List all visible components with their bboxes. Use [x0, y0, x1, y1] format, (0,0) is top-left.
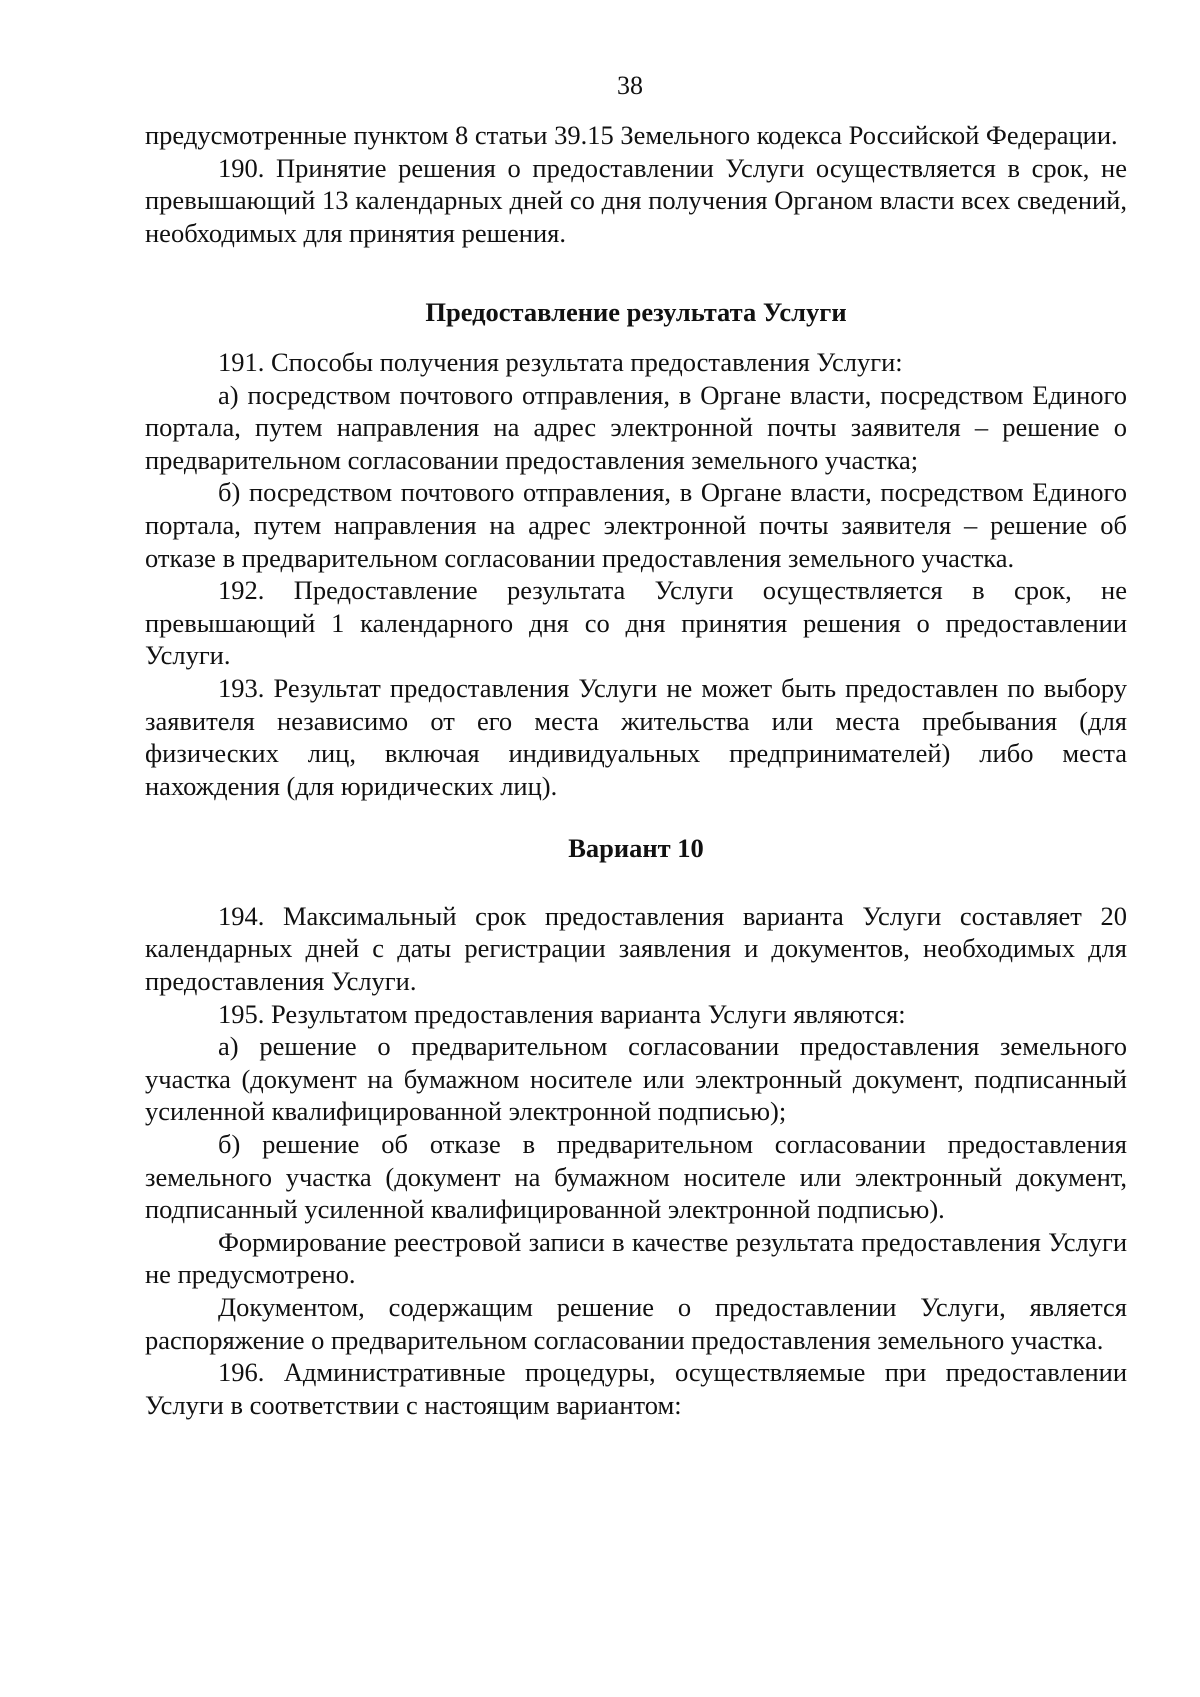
- paragraph-191-b: б) посредством почтового отправления, в Органе власти, посредством Единого портала, путем направления на адрес электронной почты заявителя – решение об отказе в предварительном согласовании предоставления земельного участка.: [145, 477, 1127, 573]
- document-body: [145, 119, 1127, 1421]
- page-number: 38: [617, 71, 643, 100]
- paragraph-194: 194. Максимальный срок предоставления варианта Услуги составляет 20 календарных дней с даты регистрации заявления и документов, необходимых для предоставления Услуги.: [145, 900, 1127, 997]
- paragraph-192: 192. Предоставление результата Услуги осуществляется в срок, не превышающий 1 календарного дня со дня принятия решения о предоставлении Услуги.: [145, 575, 1127, 671]
- paragraph-196: 196. Административные процедуры, осуществляемые при предоставлении Услуги в соответствии с настоящим вариантом:: [145, 1357, 1127, 1420]
- paragraph-195-a: а) решение о предварительном согласовании предоставления земельного участка (документ на бумажном носителе или электронный документ, подписанный усиленной квалифицированной электронной подписью);: [145, 1031, 1127, 1127]
- section-heading-variant-10: Вариант 10: [568, 833, 704, 864]
- paragraph-registry-record: Формирование реестровой записи в качестве результата предоставления Услуги не предусмотрено.: [145, 1226, 1127, 1290]
- section-heading-result: Предоставление результата Услуги: [425, 297, 847, 328]
- paragraph-decision-document: Документом, содержащим решение о предоставлении Услуги, является распоряжение о предварительном согласовании предоставления земельного участка.: [145, 1292, 1127, 1355]
- paragraph-191: 191. Способы получения результата предоставления Услуги:: [218, 346, 903, 377]
- paragraph-193: 193. Результат предоставления Услуги не может быть предоставлен по выбору заявителя независимо от его места жительства или места пребывания (для физических лиц, включая индивидуальных предпринимателей) либо места нахождения (для юридических лиц).: [145, 672, 1127, 801]
- paragraph-continuation: предусмотренные пунктом 8 статьи 39.15 Земельного кодекса Российской Федерации.: [145, 120, 1118, 150]
- paragraph-191-a: а) посредством почтового отправления, в Органе власти, посредством Единого портала, путем направления на адрес электронной почты заявителя – решение о предварительном согласовании предоставления земельного участка;: [145, 379, 1127, 475]
- paragraph-195-b: б) решение об отказе в предварительном согласовании предоставления земельного участка (документ на бумажном носителе или электронный документ, подписанный усиленной квалифицированной электронной подписью).: [145, 1129, 1127, 1225]
- paragraph-195: 195. Результатом предоставления варианта Услуги являются:: [218, 998, 906, 1029]
- paragraph-190: 190. Принятие решения о предоставлении Услуги осуществляется в срок, не превышающий 13 календарных дней со дня получения Органом власти всех сведений, необходимых для принятия решения.: [145, 152, 1127, 248]
